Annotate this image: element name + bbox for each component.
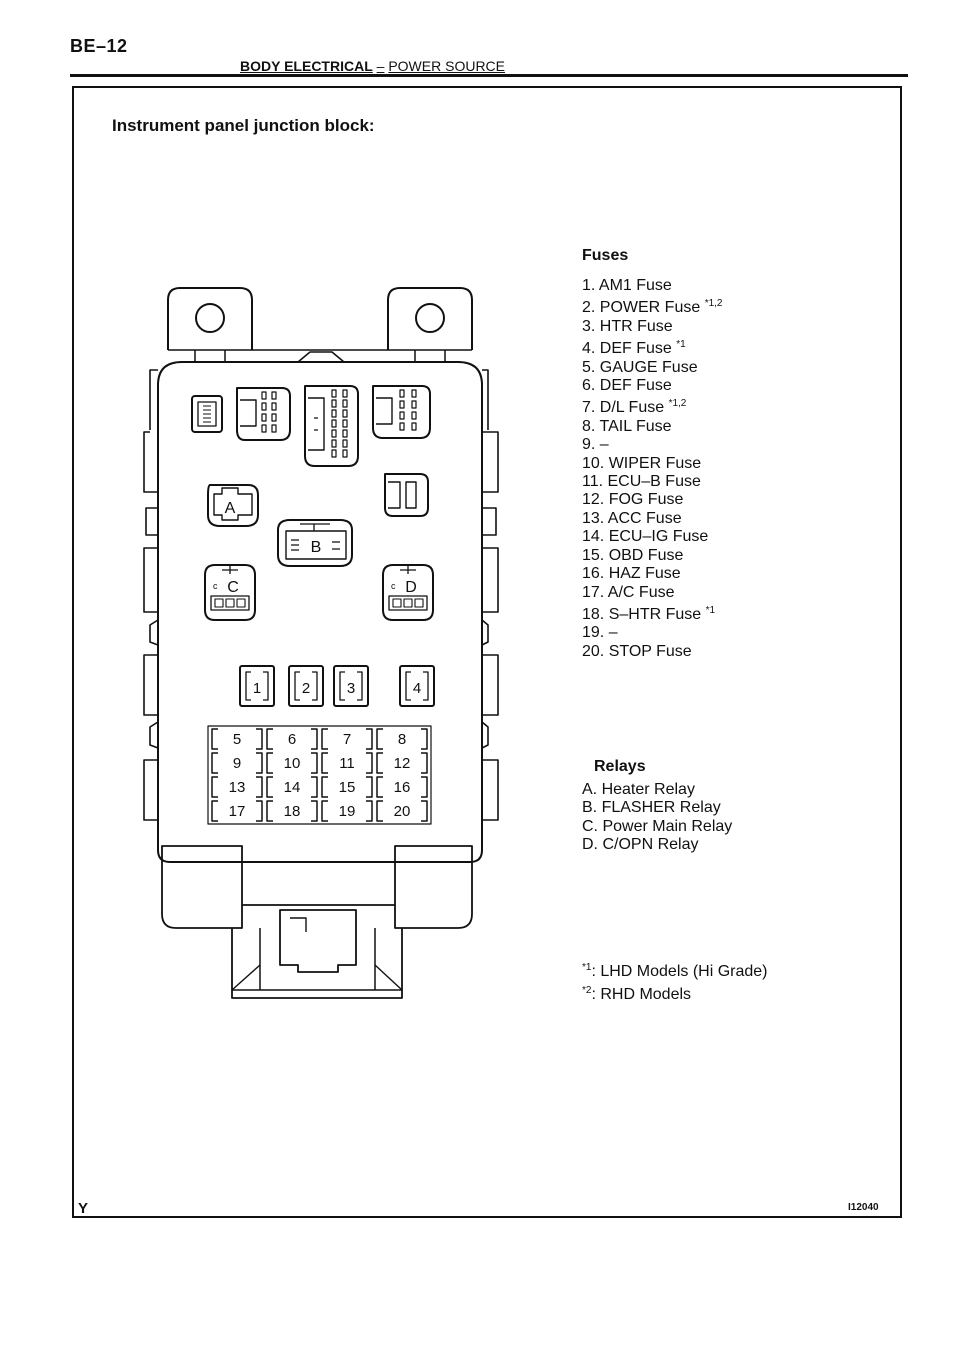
section-separator: – — [376, 58, 385, 74]
mini-fuse-label: 5 — [232, 731, 242, 748]
fuses-heading: Fuses — [582, 247, 629, 264]
relay-list-item: C. Power Main Relay — [582, 817, 733, 835]
relay-b-label: B — [310, 539, 322, 556]
svg-text:c: c — [391, 581, 396, 591]
fuse-list-item — [582, 436, 723, 454]
fuse-list-text: 7. D/L Fuse — [582, 399, 669, 417]
subsection-name: POWER SOURCE — [388, 58, 506, 74]
fuse-list-text: 15. OBD Fuse — [582, 546, 684, 564]
mini-fuse-label: 12 — [393, 755, 411, 772]
fuse-model-mark: *1,2 — [668, 398, 687, 410]
fuse-list-text: 16. HAZ Fuse — [582, 565, 681, 583]
mini-fuse — [322, 753, 372, 773]
fuse-list-text: 11. ECU–B Fuse — [582, 473, 701, 491]
fuse-list-item — [582, 602, 723, 624]
fuse-list-text: 1. AM1 Fuse — [582, 277, 672, 294]
fuse-list-text: 2. POWER Fuse — [582, 299, 705, 317]
mini-fuse — [377, 777, 427, 797]
fuse-list-text: 13. ACC Fuse — [582, 509, 682, 527]
mini-fuse-label: 19 — [338, 803, 356, 820]
mini-fuse — [212, 729, 262, 749]
model-note-mark: *1 — [582, 962, 592, 973]
fuse-list-text: 14. ECU–IG Fuse — [582, 528, 709, 546]
mini-fuse-label: 8 — [397, 731, 407, 748]
fuse-list-text: 10. WIPER Fuse — [582, 454, 702, 472]
figure-title: Instrument panel junction block: — [112, 116, 375, 135]
relay-c — [205, 565, 255, 620]
relay-a-label: A — [224, 500, 236, 517]
mini-fuse-label: 15 — [338, 779, 356, 796]
model-note-mark: *2 — [582, 985, 592, 996]
mini-fuse — [267, 753, 317, 773]
mini-fuse — [377, 753, 427, 773]
mini-fuse — [212, 801, 262, 821]
large-fuse-4 — [400, 666, 434, 706]
fuse-list-text: 20. STOP Fuse — [582, 642, 692, 660]
mini-fuse — [322, 801, 372, 821]
fuse-list-text: 5. GAUGE Fuse — [582, 358, 698, 376]
mini-fuse — [267, 729, 317, 749]
mini-fuse — [267, 777, 317, 797]
fuse-list-text: 8. TAIL Fuse — [582, 417, 672, 435]
fuse-list-item — [582, 295, 723, 317]
mini-fuse-grid — [208, 726, 431, 824]
fuse-list-item — [582, 473, 723, 491]
fuse-list-item — [582, 528, 723, 546]
fuse-list-item — [582, 643, 723, 661]
fuse-list-item — [582, 510, 723, 528]
mini-fuse-label: 16 — [393, 779, 411, 796]
fuse-list-item — [582, 491, 723, 509]
fuse-model-mark: *1 — [676, 339, 686, 351]
mini-fuse-label: 17 — [228, 803, 246, 820]
relay-d — [383, 565, 433, 620]
large-fuse-label-2: 2 — [301, 680, 311, 697]
relay-b — [278, 520, 352, 566]
mini-fuse-label: 11 — [339, 755, 355, 772]
fuse-list-text: 18. S–HTR Fuse — [582, 605, 706, 623]
relay-c-label: C — [227, 579, 239, 596]
relay-list — [582, 781, 732, 855]
fuse-list-text: 12. FOG Fuse — [582, 491, 684, 509]
junction-block-diagram — [130, 280, 510, 1010]
fuse-list-text: 17. A/C Fuse — [582, 583, 675, 601]
mini-fuse-label: 18 — [283, 803, 301, 820]
fuse-list-item — [582, 336, 723, 358]
fuse-list-text: 3. HTR Fuse — [582, 317, 673, 335]
mini-fuse — [322, 777, 372, 797]
mini-fuse-label: 10 — [283, 755, 301, 772]
mini-fuse-label: 6 — [287, 731, 297, 748]
relay-list-item: D. C/OPN Relay — [582, 836, 699, 854]
right-mounting-ear — [388, 288, 472, 350]
fuse-list-item — [582, 565, 723, 583]
svg-text:c: c — [213, 581, 218, 591]
fuse-list-item — [582, 624, 723, 642]
right-mount-hole — [416, 304, 444, 332]
fuse-list-text: 6. DEF Fuse — [582, 377, 672, 395]
model-notes — [582, 958, 768, 1004]
mini-fuse-label: 20 — [393, 803, 411, 820]
fuse-list-item — [582, 359, 723, 377]
mini-fuse — [267, 801, 317, 821]
mini-fuse-label: 7 — [342, 731, 352, 748]
large-fuse-label-1: 1 — [252, 680, 262, 697]
mini-fuse — [322, 729, 372, 749]
mini-fuse-label: 14 — [283, 779, 301, 796]
large-fuse-label-4: 4 — [412, 680, 422, 697]
large-fuse-label-3: 3 — [346, 680, 356, 697]
relay-list-item: B. FLASHER Relay — [582, 799, 721, 817]
mini-fuse-label: 9 — [232, 755, 242, 772]
left-mounting-ear — [168, 288, 252, 350]
header-rule — [70, 74, 908, 77]
mini-fuse — [212, 753, 262, 773]
mini-fuse — [377, 801, 427, 821]
section-name: BODY ELECTRICAL — [240, 58, 373, 74]
fuse-list-item — [582, 455, 723, 473]
large-fuse-1 — [240, 666, 274, 706]
fuse-list-item — [582, 395, 723, 417]
fuse-list-item — [582, 547, 723, 565]
figure-code: I12040 — [848, 1202, 879, 1213]
fuse-list — [582, 277, 723, 661]
relays-heading: Relays — [594, 758, 646, 775]
model-note-text: : LHD Models (Hi Grade) — [591, 963, 768, 980]
fuse-list-item — [582, 418, 723, 436]
fuse-list-item — [582, 584, 723, 602]
fuse-list-text: 19. – — [582, 624, 618, 642]
mini-fuse-label: 13 — [228, 779, 246, 796]
page-code: BE–12 — [70, 36, 128, 56]
fuse-list-item — [582, 277, 723, 295]
footer-mark: Y — [78, 1200, 89, 1217]
mini-fuse — [377, 729, 427, 749]
model-note-text: : RHD Models — [591, 986, 692, 1003]
large-fuse-2 — [289, 666, 323, 706]
fuse-list-item — [582, 318, 723, 336]
fuse-model-mark: *1,2 — [704, 298, 723, 310]
mini-fuse — [212, 777, 262, 797]
model-note — [582, 981, 768, 1004]
fuse-list-text: 4. DEF Fuse — [582, 340, 677, 358]
fuse-model-mark: *1 — [705, 604, 716, 616]
relay-a — [208, 485, 258, 526]
left-mount-hole — [196, 304, 224, 332]
large-fuse-3 — [334, 666, 368, 706]
relay-d-label: D — [405, 579, 417, 596]
fuse-list-item — [582, 377, 723, 395]
model-note — [582, 958, 768, 981]
section-title — [240, 58, 505, 74]
fuse-list-text: 9. – — [582, 436, 609, 454]
relay-list-item: A. Heater Relay — [582, 781, 695, 798]
